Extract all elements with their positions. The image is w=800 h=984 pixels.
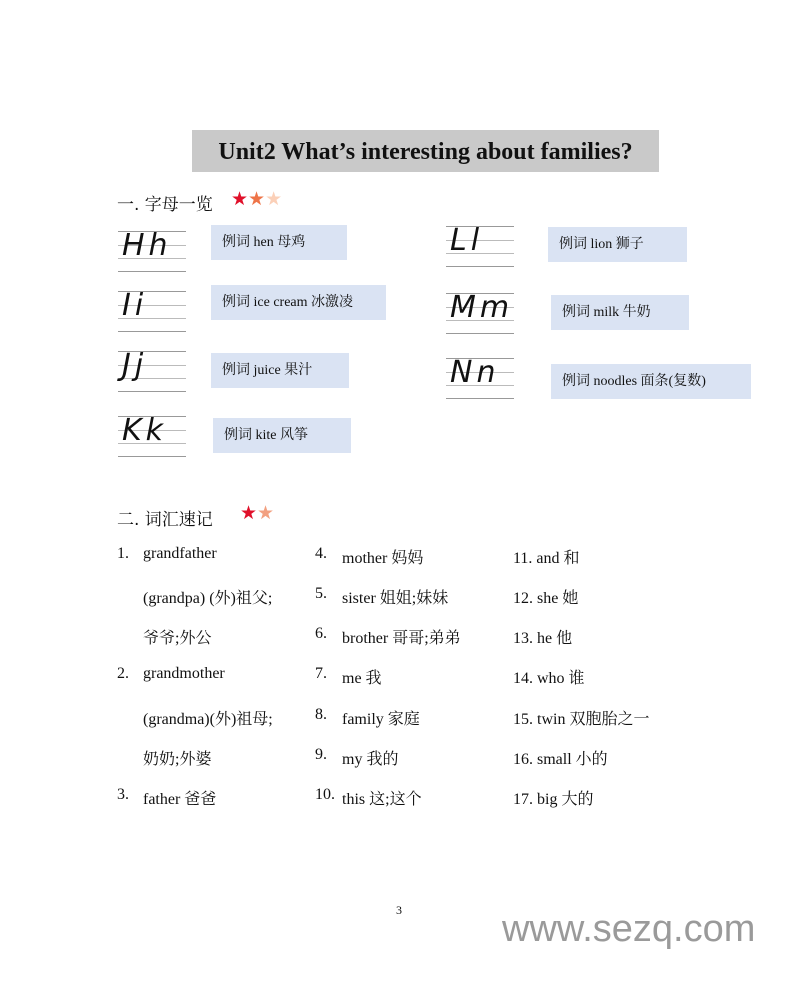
letter-image: Nn [446,352,514,400]
example-word-box: 例词 juice 果汁 [211,353,349,388]
vocab-item: grandfather [143,545,217,562]
vocab-item: this 这;这个 [342,791,422,808]
vocab-item: brother 哥哥;弟弟 [342,630,461,647]
page-title: Unit2 What’s interesting about families? [192,130,659,172]
example-word-box: 例词 hen 母鸡 [211,225,347,260]
vocab-number: 2. [117,665,129,682]
vocab-item: 爷爷;外公 [143,630,212,647]
vocab-item: 11. and 和 [513,550,580,567]
vocab-number: 4. [315,545,327,562]
vocab-item: grandmother [143,665,225,682]
difficulty-stars [240,502,274,525]
difficulty-stars [231,188,282,211]
vocab-number: 8. [315,706,327,723]
vocab-item: 13. he 他 [513,630,573,647]
vocab-item: family 家庭 [342,711,420,728]
star-icon: ★ [231,189,249,210]
vocab-item: me 我 [342,670,382,687]
page-number: 3 [396,903,402,917]
vocab-item: mother 妈妈 [342,550,424,567]
letter-image: Ii [118,285,186,333]
vocab-item: 奶奶;外婆 [143,751,212,768]
example-word-box: 例词 milk 牛奶 [551,295,689,330]
example-word-box: 例词 kite 风筝 [213,418,351,453]
vocab-number: 3. [117,786,129,803]
star-icon: ★ [240,503,258,524]
vocab-number: 9. [315,746,327,763]
vocab-number: 7. [315,665,327,682]
star-icon: ★ [248,189,266,210]
vocab-item: father 爸爸 [143,791,217,808]
section-heading-letters: 一. 字母一览 [117,195,213,215]
example-word-box: 例词 lion 狮子 [548,227,687,262]
example-word-box: 例词 ice cream 冰激凌 [211,285,386,320]
vocab-item: 16. small 小的 [513,751,608,768]
vocab-item: (grandpa) (外)祖父; [143,590,273,607]
section-heading-vocabulary: 二. 词汇速记 [117,510,213,530]
star-icon: ★ [257,503,275,524]
vocab-item: my 我的 [342,751,399,768]
example-word-box: 例词 noodles 面条(复数) [551,364,751,399]
vocab-number: 5. [315,585,327,602]
vocab-number: 1. [117,545,129,562]
letter-image: Jj [118,345,186,393]
vocab-item: 12. she 她 [513,590,579,607]
vocab-item: 14. who 谁 [513,670,585,687]
vocab-item: (grandma)(外)祖母; [143,711,273,728]
letter-image: Mm [446,287,514,335]
letter-image: Hh [118,225,186,273]
watermark: www.sezq.com [502,908,756,950]
vocab-item: 15. twin 双胞胎之一 [513,711,650,728]
star-icon: ★ [265,189,283,210]
vocab-number: 6. [315,625,327,642]
letter-image: Kk [118,410,186,458]
letter-image: Ll [446,220,514,268]
vocab-item: 17. big 大的 [513,791,594,808]
vocab-item: sister 姐姐;妹妹 [342,590,449,607]
vocab-number: 10. [315,786,335,803]
